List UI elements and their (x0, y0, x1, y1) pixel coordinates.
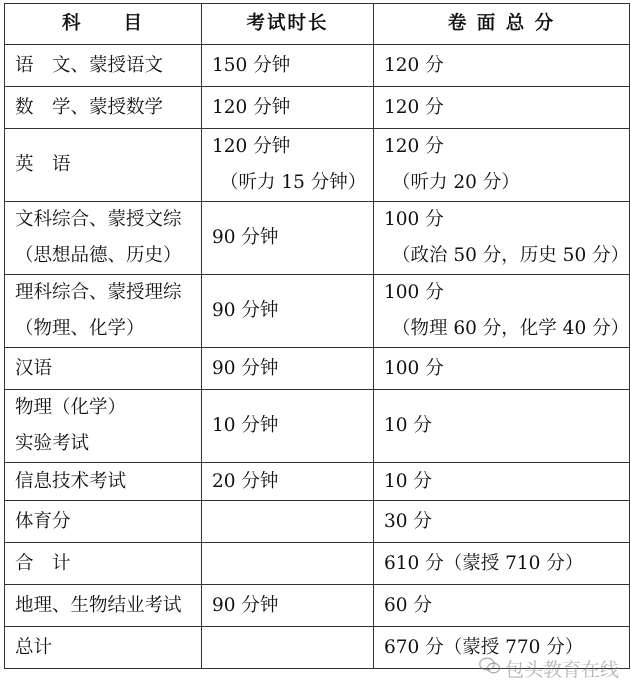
table-row (5, 348, 630, 390)
subject-text: 数 学、蒙授数学 (15, 96, 164, 118)
duration-text: 90 分钟 (212, 300, 279, 321)
subject-cell (5, 202, 202, 275)
table-row (5, 202, 630, 275)
subject-text: 总计 (15, 636, 53, 658)
table-row (5, 275, 630, 348)
duration-text: 90 分钟 (212, 357, 279, 379)
score-cell (374, 45, 630, 87)
subject-text: 语 文、蒙授语文 (15, 54, 164, 76)
table-row (5, 87, 630, 129)
duration-text: 90 分钟 (212, 227, 279, 248)
score-text: 60 分 (384, 594, 432, 616)
table-row (5, 45, 630, 87)
subject-text: 信息技术考试 (15, 470, 127, 492)
table-header-row (5, 4, 630, 45)
duration-cell (202, 390, 374, 463)
subject-cell (5, 390, 202, 463)
table-row (5, 501, 630, 543)
score-text: 100 分 (384, 282, 444, 303)
subject-cell (5, 627, 202, 669)
subject-text: 合 计 (15, 552, 71, 574)
duration-cell (202, 585, 374, 627)
subject-cell (5, 45, 202, 87)
duration-cell (202, 202, 374, 275)
duration-text: 120 分钟 (212, 96, 291, 118)
header-score: 卷 面 总 分 (374, 4, 630, 45)
subject-text: 理科综合、蒙授理综 (15, 282, 182, 303)
score-cell (374, 87, 630, 129)
duration-cell (202, 463, 374, 501)
subject-cell (5, 87, 202, 129)
subject-cell (5, 543, 202, 585)
score-text: 10 分 (384, 415, 432, 436)
table-row (5, 627, 630, 669)
subject-cell (5, 129, 202, 202)
score-cell (374, 463, 630, 501)
score-cell (374, 390, 630, 463)
score-cell (374, 348, 630, 390)
score-cell (374, 129, 630, 202)
duration-cell (202, 275, 374, 348)
score-text: 120 分 (384, 136, 444, 157)
duration-cell (202, 87, 374, 129)
subject-text: 体育分 (15, 510, 71, 532)
score-text: 610 分（蒙授 710 分） (384, 552, 584, 574)
exam-schedule-table (4, 3, 630, 669)
subject-cell (5, 501, 202, 543)
subject-text: 英 语 (15, 154, 71, 175)
subject-text: 实验考试 (15, 433, 90, 454)
score-text: 30 分 (384, 510, 432, 532)
duration-cell (202, 501, 374, 543)
duration-cell (202, 45, 374, 87)
score-text: 120 分 (384, 54, 444, 76)
duration-text: 90 分钟 (212, 594, 279, 616)
score-cell (374, 501, 630, 543)
score-text: 670 分（蒙授 770 分） (384, 636, 584, 658)
subject-text: 汉语 (15, 357, 53, 379)
subject-cell (5, 585, 202, 627)
header-subject: 科 目 (5, 4, 202, 45)
subject-text: 文科综合、蒙授文综 (15, 209, 182, 230)
score-text: 120 分 (384, 96, 444, 118)
score-text: （政治 50 分，历史 50 分） (392, 245, 630, 266)
score-text: 100 分 (384, 209, 444, 230)
subject-cell (5, 275, 202, 348)
score-cell (374, 585, 630, 627)
duration-text: 10 分钟 (212, 415, 279, 436)
score-cell (374, 627, 630, 669)
duration-text: 20 分钟 (212, 470, 279, 492)
table-row (5, 390, 630, 463)
score-text: 10 分 (384, 470, 432, 492)
table-row (5, 543, 630, 585)
duration-text: （听力 15 分钟） (220, 172, 367, 193)
subject-text: （物理、化学） (15, 318, 145, 339)
subject-cell (5, 463, 202, 501)
duration-text: 150 分钟 (212, 54, 291, 76)
subject-text: 物理（化学） (15, 397, 127, 418)
subject-cell (5, 348, 202, 390)
score-text: 100 分 (384, 357, 444, 379)
score-cell (374, 543, 630, 585)
score-cell (374, 202, 630, 275)
table-row (5, 585, 630, 627)
duration-cell (202, 348, 374, 390)
duration-text: 120 分钟 (212, 136, 291, 157)
score-text: （物理 60 分，化学 40 分） (392, 318, 630, 339)
duration-cell (202, 129, 374, 202)
duration-cell (202, 627, 374, 669)
header-duration: 考试时长 (202, 4, 374, 45)
subject-text: 地理、生物结业考试 (15, 594, 182, 616)
table-row (5, 129, 630, 202)
duration-cell (202, 543, 374, 585)
score-text: （听力 20 分） (392, 172, 520, 193)
subject-text: （思想品德、历史） (15, 245, 182, 266)
watermark-text: 包头教育在线 (504, 659, 619, 681)
table-row (5, 463, 630, 501)
score-cell (374, 275, 630, 348)
